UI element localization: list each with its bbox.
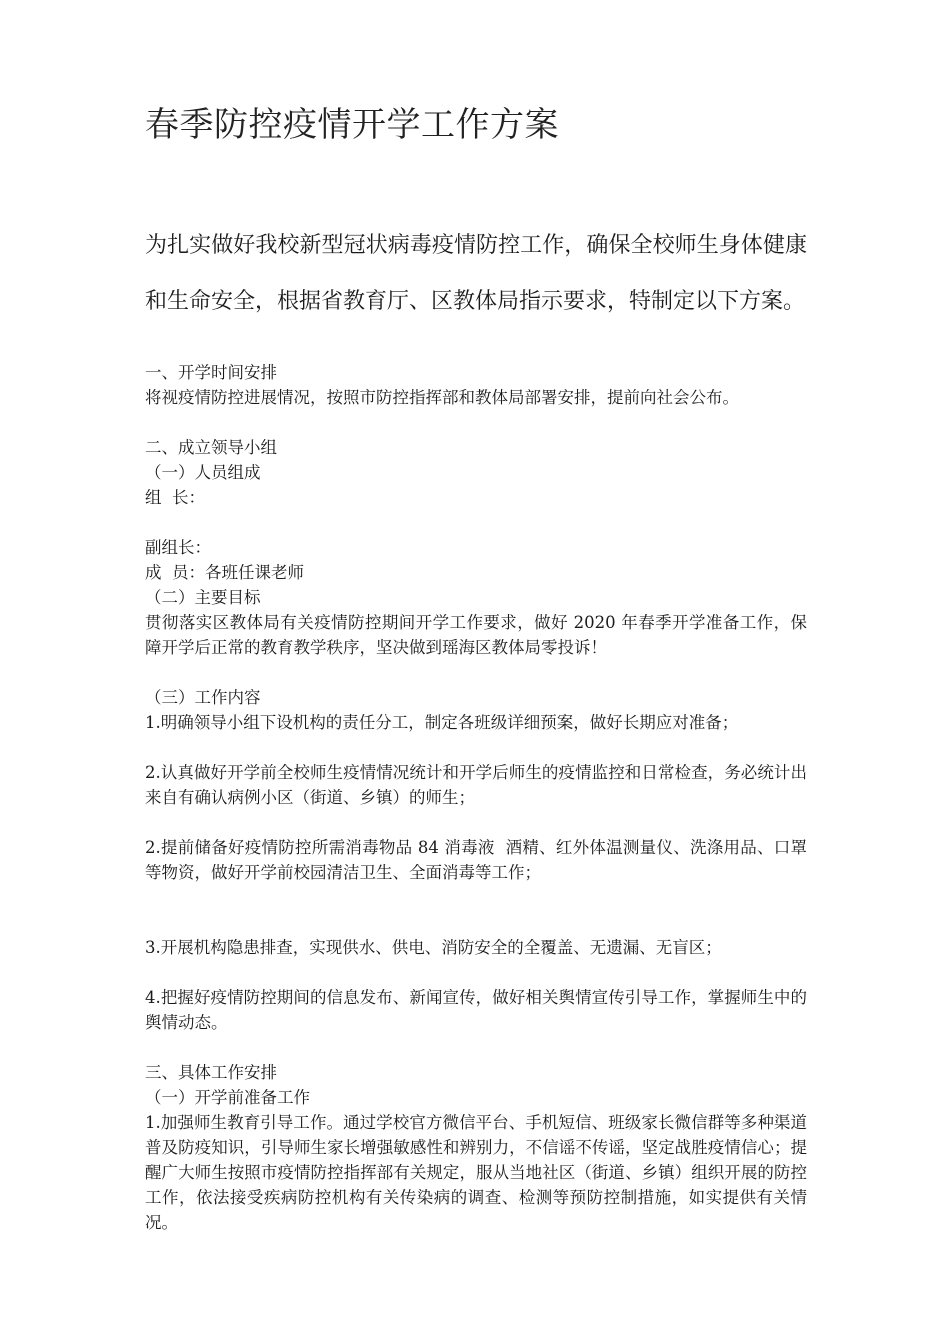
- section3-sub1: （一）开学前准备工作: [145, 1088, 310, 1107]
- spacer: [145, 510, 807, 535]
- spacer: [145, 960, 807, 985]
- section3-heading: 三、具体工作安排: [145, 1063, 277, 1082]
- document-body: [145, 360, 807, 1235]
- spacer: [145, 410, 807, 435]
- spacer: [145, 735, 807, 760]
- document-title: 春季防控疫情开学工作方案: [145, 105, 559, 145]
- work-item-4: 4.把握好疫情防控期间的信息发布、新闻宣传，做好相关舆情宣传引导工作，掌握师生中的舆情动态。: [145, 988, 807, 1032]
- work-item-2b: 2.提前储备好疫情防控所需消毒物品 84 消毒液 酒精、红外体温测量仪、洗涤用品、口罩等物资，做好开学前校园清洁卫生、全面消毒等工作；: [145, 838, 807, 882]
- document-content: [145, 100, 807, 1235]
- section2-heading: 二、成立领导小组: [145, 438, 277, 457]
- work-item-1: 1.明确领导小组下设机构的责任分工，制定各班级详细预案，做好长期应对准备；: [145, 713, 739, 732]
- section2-sub3: （三）工作内容: [145, 688, 261, 707]
- vice-leader-line: 副组长：: [145, 538, 211, 557]
- spacer: [145, 660, 807, 685]
- prep-item-1: 1.加强师生教育引导工作。通过学校官方微信平台、手机短信、班级家长微信群等多种渠道普及防疫知识，引导师生家长增强敏感性和辨别力，不信谣不传谣，坚定战胜疫情信心；提醒广大师生按照市疫情防控指挥部有关规定，服从当地社区（街道、乡镇）组织开展的防控工作，依法接受疾病防控机构有关传染病的调查、检测等预防控制措施，如实提供有关情况。: [145, 1113, 807, 1232]
- intro-paragraph: [145, 218, 807, 330]
- work-item-2a: 2.认真做好开学前全校师生疫情情况统计和开学后师生的疫情监控和日常检查，务必统计出来自有确认病例小区（街道、乡镇）的师生；: [145, 763, 807, 807]
- members-line: 成 员：各班任课老师: [145, 563, 304, 582]
- section2-sub1: （一）人员组成: [145, 463, 261, 482]
- section1-text: 将视疫情防控进展情况，按照市防控指挥部和教体局部署安排，提前向社会公布。: [145, 388, 739, 407]
- spacer: [145, 1035, 807, 1060]
- section2-sub2: （二）主要目标: [145, 588, 261, 607]
- leader-line: 组 长：: [145, 488, 205, 507]
- intro-text: 为扎实做好我校新型冠状病毒疫情防控工作，确保全校师生身体健康和生命安全，根据省教育厅、区教体局指示要求，特制定以下方案。: [145, 233, 807, 314]
- spacer: [145, 885, 807, 935]
- work-item-3: 3.开展机构隐患排查，实现供水、供电、消防安全的全覆盖、无遗漏、无盲区；: [145, 938, 722, 957]
- goal-text: 贯彻落实区教体局有关疫情防控期间开学工作要求，做好 2020 年春季开学准备工作，保障开学后正常的教育教学秩序，坚决做到瑶海区教体局零投诉！: [145, 613, 807, 657]
- section1-heading: 一、开学时间安排: [145, 363, 277, 382]
- spacer: [145, 810, 807, 835]
